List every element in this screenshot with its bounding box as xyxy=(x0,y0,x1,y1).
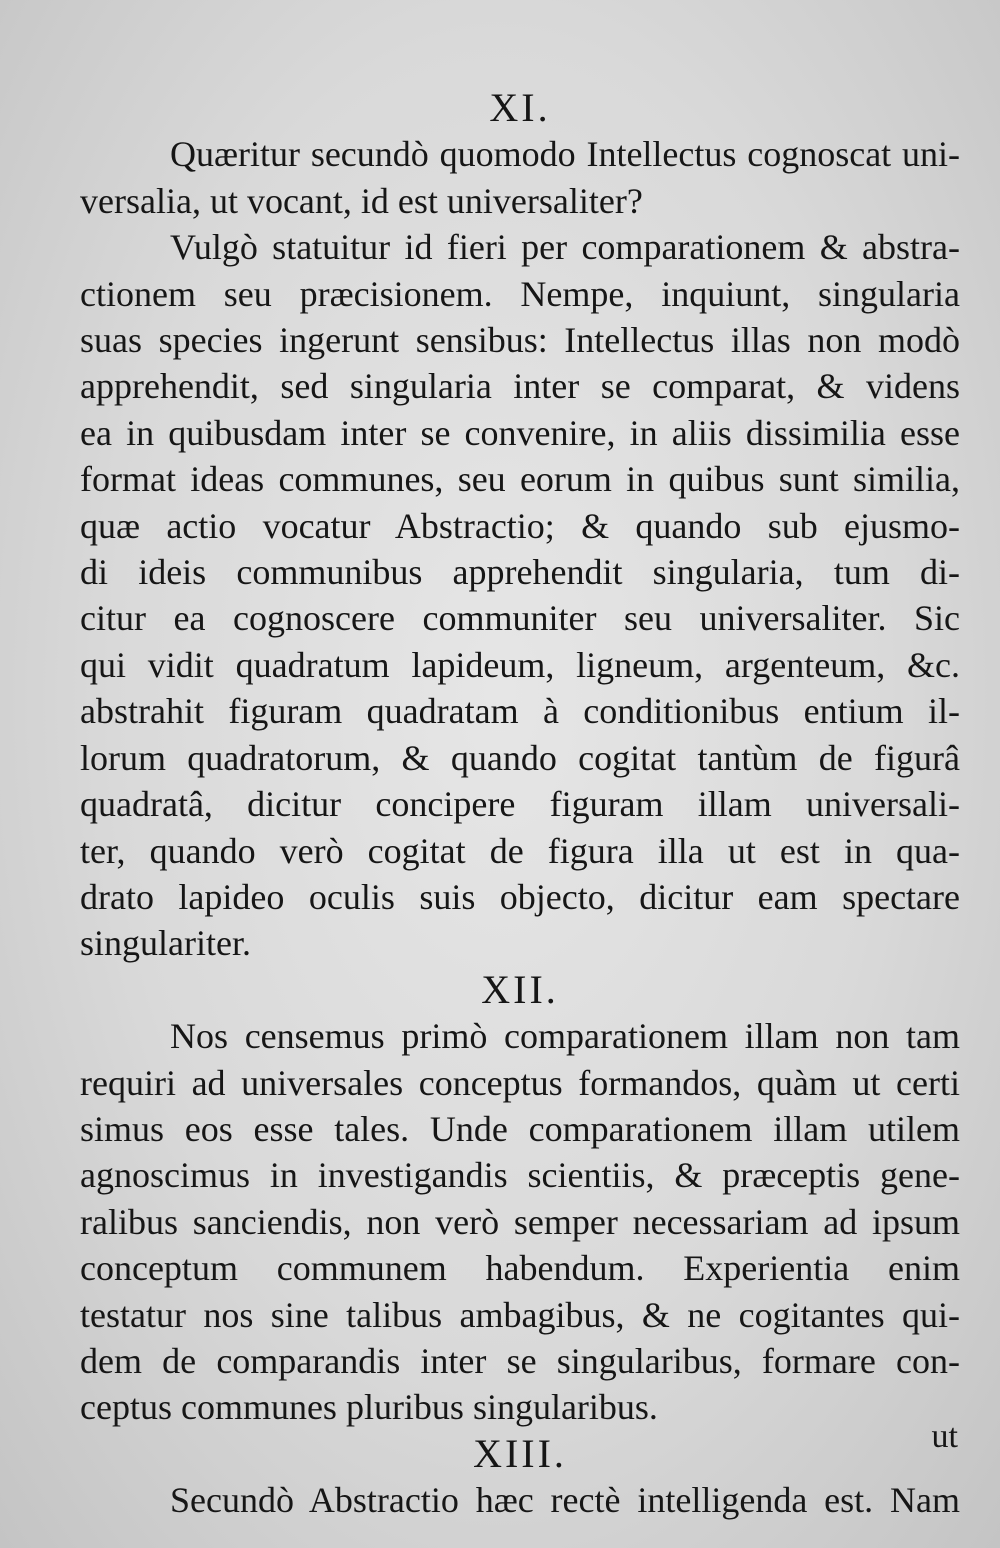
text-line: apprehendit, sed singularia inter se comparat, & videns xyxy=(80,366,960,407)
page-text xyxy=(80,85,960,1524)
paragraph-xi-1 xyxy=(80,131,960,224)
text-line: ralibus sanciendis, non verò semper necessariam ad ipsum xyxy=(80,1201,960,1242)
text-line: di ideis communibus apprehendit singularia, tum di- xyxy=(80,552,960,593)
text-line: dem de comparandis inter se singularibus, formare con- xyxy=(80,1340,960,1381)
text-line: ea in quibusdam inter se convenire, in aliis dissimilia esse xyxy=(80,412,960,453)
text-line: agnoscimus in investigandis scientiis, & præceptis gene- xyxy=(80,1155,960,1196)
text-line: ceptus communes pluribus singularibus. xyxy=(80,1387,658,1428)
text-line: versalia, ut vocant, id est universaliter? xyxy=(80,180,643,221)
paragraph-xiii-1 xyxy=(80,1477,960,1523)
section-heading-xi: XI. xyxy=(489,85,551,130)
paragraph-xi-2 xyxy=(80,224,960,967)
catchword: ut xyxy=(931,1418,958,1455)
text-line: ter, quando verò cogitat de figura illa ut est in qua- xyxy=(80,830,960,871)
text-line: Nos censemus primò comparationem illam non tam xyxy=(170,1016,960,1057)
text-line: simus eos esse tales. Unde comparationem illam utilem xyxy=(80,1108,960,1149)
text-line: testatur nos sine talibus ambagibus, & ne cogitantes qui- xyxy=(80,1294,960,1335)
text-line: Quæritur secundò quomodo Intellectus cognoscat uni- xyxy=(170,134,960,175)
text-line: lorum quadratorum, & quando cogitat tantùm de figurâ xyxy=(80,737,960,778)
text-line: qui vidit quadratum lapideum, ligneum, argenteum, &c. xyxy=(80,644,960,685)
text-line: drato lapideo oculis suis objecto, dicitur eam spectare xyxy=(80,876,960,917)
text-line: Secundò Abstractio hæc rectè intelligenda est. Nam xyxy=(170,1480,960,1521)
text-line: citur ea cognoscere communiter seu universaliter. Sic xyxy=(80,598,960,639)
text-line: Vulgò statuitur id fieri per comparationem & abstra- xyxy=(170,227,960,268)
section-heading-xiii: XIII. xyxy=(473,1430,567,1476)
text-line: quæ actio vocatur Abstractio; & quando sub ejusmo- xyxy=(80,505,960,546)
section-heading-xii: XII. xyxy=(481,966,559,1012)
text-line: abstrahit figuram quadratam à conditionibus entium il- xyxy=(80,691,960,732)
text-line: quadratâ, dicitur concipere figuram illam universali- xyxy=(80,784,960,825)
text-line: conceptum communem habendum. Experientia enim xyxy=(80,1248,960,1289)
text-line: suas species ingerunt sensibus: Intellectus illas non modò xyxy=(80,320,960,361)
text-line: format ideas communes, seu eorum in quibus sunt similia, xyxy=(80,459,960,500)
text-line: singulariter. xyxy=(80,923,251,964)
paragraph-xii-1 xyxy=(80,1013,960,1431)
text-line: ctionem seu præcisionem. Nempe, inquiunt, singularia xyxy=(80,273,960,314)
text-line: requiri ad universales conceptus formandos, quàm ut certi xyxy=(80,1062,960,1103)
